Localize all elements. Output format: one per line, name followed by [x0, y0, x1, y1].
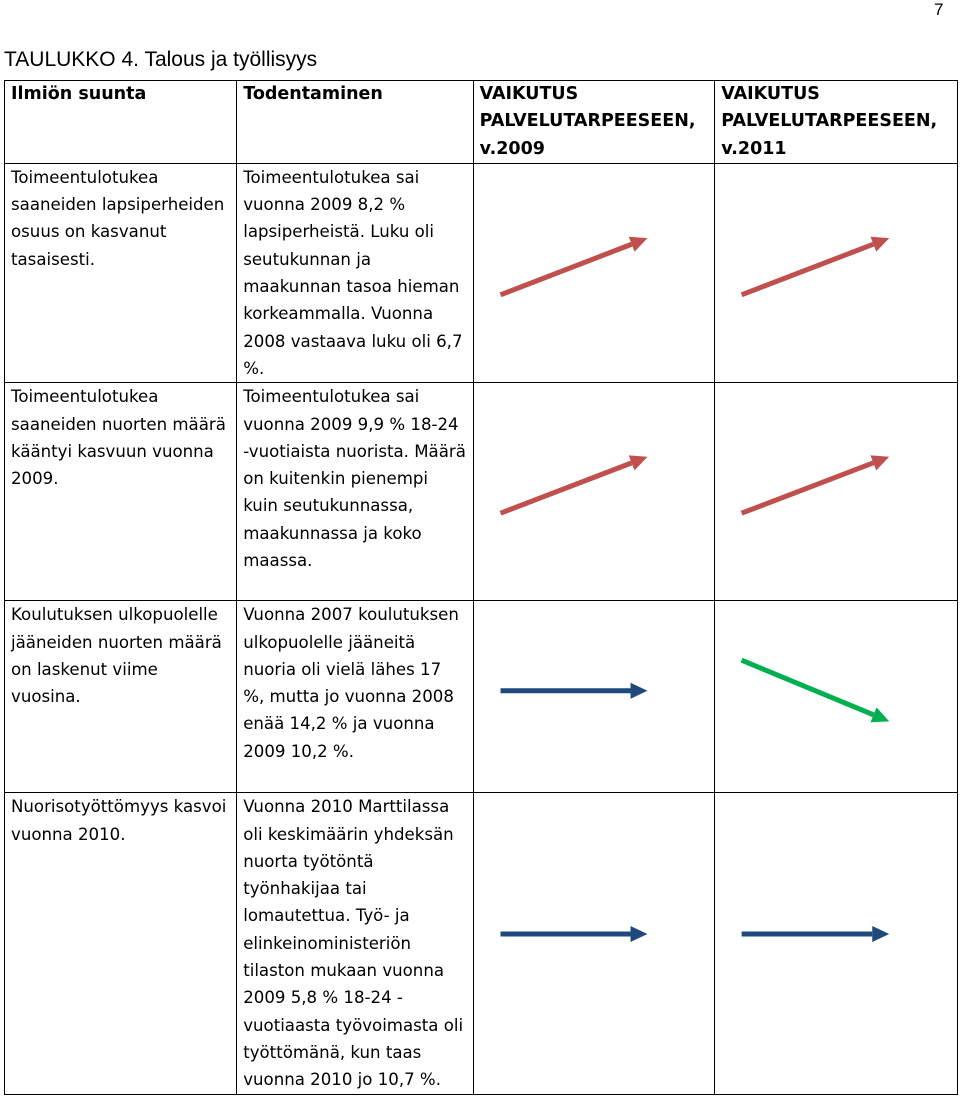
- table-row: [5, 793, 958, 1094]
- verification-cell: [237, 601, 473, 793]
- table-row: [5, 163, 958, 382]
- phenomenon-cell: [5, 601, 237, 793]
- phenomenon-text: Nuorisotyöttömyys kasvoi vuonna 2010.: [11, 797, 227, 844]
- impact-arrow-icon: [715, 793, 957, 1093]
- impact-arrow-icon: [474, 383, 715, 600]
- impact-2009-cell: [473, 793, 715, 1094]
- arrow-shaft: [742, 244, 874, 295]
- phenomenon-cell: [5, 793, 237, 1094]
- impact-arrow-icon: [474, 793, 715, 1093]
- impact-arrow-icon: [715, 164, 957, 382]
- arrow-head: [873, 926, 890, 942]
- arrow-shaft: [742, 463, 874, 513]
- header-impact-2009: VAIKUTUS PALVELUTARPEESEEN, v.2009: [473, 81, 715, 164]
- verification-cell: [237, 793, 473, 1094]
- phenomenon-text: Toimeentulotukea saaneiden lapsiperheiden osuus on kasvanut tasaisesti.: [11, 167, 225, 269]
- phenomenon-cell: [5, 383, 237, 601]
- impact-2011-cell: [715, 383, 958, 601]
- verification-text: Toimeentulotukea sai vuonna 2009 8,2 % lapsiperheistä. Luku oli seutukunnan ja maakunnan tasoa hieman korkeammalla. Vuonna 2008 vastaava luku oli 6,7 %.: [243, 167, 463, 378]
- table-row: [5, 383, 958, 601]
- phenomenon-text: Koulutuksen ulkopuolelle jääneiden nuorten määrä on laskenut viime vuosina.: [11, 605, 222, 707]
- table-caption: TAULUKKO 4. Talous ja työllisyys: [4, 48, 318, 71]
- arrow-shaft: [500, 244, 631, 295]
- verification-cell: [237, 163, 473, 382]
- impact-2009-cell: [473, 601, 715, 793]
- arrow-head: [630, 926, 647, 942]
- arrow-head: [630, 683, 647, 699]
- impact-arrow-icon: [474, 601, 715, 792]
- phenomenon-cell: [5, 163, 237, 382]
- impact-2011-cell: [715, 163, 958, 382]
- verification-text: Vuonna 2007 koulutuksen ulkopuolelle jääneitä nuoria oli vielä lähes 17 %, mutta jo vuonna 2008 enää 14,2 % ja vuonna 2009 10,2 %.: [243, 605, 459, 761]
- impact-arrow-icon: [715, 383, 957, 600]
- table-header-row: [5, 81, 958, 164]
- arrow-shaft: [500, 463, 631, 513]
- verification-text: Vuonna 2010 Marttilassa oli keskimäärin yhdeksän nuorta työtöntä työnhakijaa tai lomautettua. Työ- ja elinkeinoministeriön tilaston mukaan vuonna 2009 5,8 % 18-24 - vuotiaasta työvoimasta oli työttömänä, kun taas vuonna 2010 jo 10,7 %.: [243, 797, 464, 1090]
- phenomenon-text: Toimeentulotukea saaneiden nuorten määrä kääntyi kasvuun vuonna 2009.: [11, 387, 226, 489]
- verification-text: Toimeentulotukea sai vuonna 2009 9,9 % 18-24 -vuotiaista nuorista. Määrä on kuitenkin pienempi kuin seutukunnassa, maakunnassa ja koko maassa.: [243, 387, 466, 571]
- verification-cell: [237, 383, 473, 601]
- impact-table: [4, 80, 958, 1095]
- arrow-shaft: [742, 660, 874, 715]
- table-row: [5, 601, 958, 793]
- impact-2009-cell: [473, 383, 715, 601]
- header-verification: Todentaminen: [237, 81, 473, 164]
- impact-arrow-icon: [715, 601, 957, 792]
- header-impact-2011: VAIKUTUS PALVELUTARPEESEEN, v.2011: [715, 81, 958, 164]
- page-number: 7: [934, 0, 944, 19]
- header-phenomenon: Ilmiön suunta: [5, 81, 237, 164]
- impact-2011-cell: [715, 793, 958, 1094]
- impact-2011-cell: [715, 601, 958, 793]
- impact-2009-cell: [473, 163, 715, 382]
- impact-arrow-icon: [474, 164, 715, 382]
